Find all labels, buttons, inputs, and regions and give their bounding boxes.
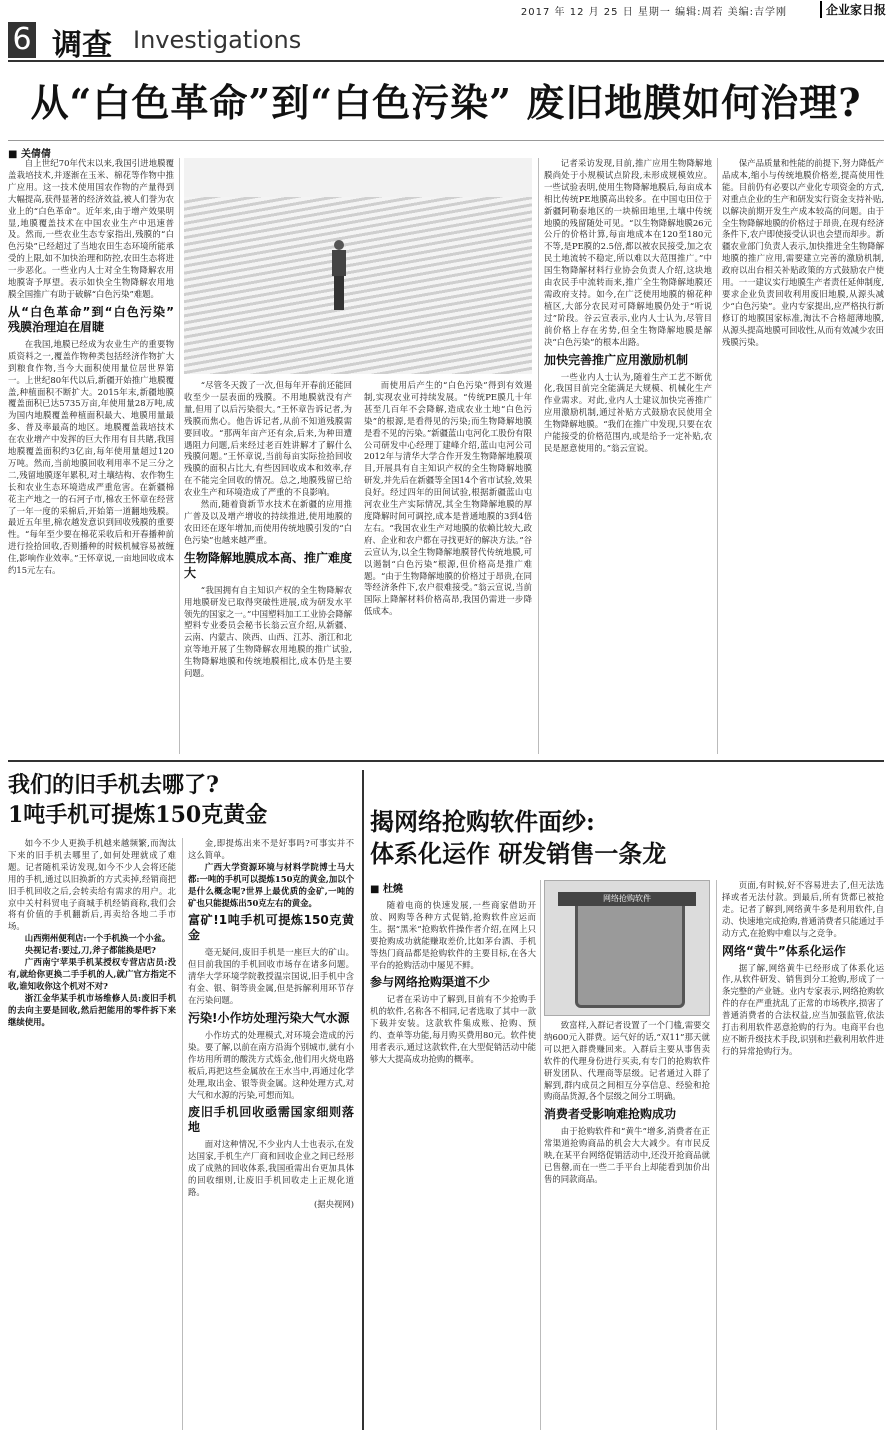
column-divider: [540, 880, 541, 1430]
phones-source-note: (据央视网): [313, 1198, 354, 1209]
lead-headline: 从“白色革命”到“白色污染” 废旧地膜如何治理?: [30, 80, 862, 125]
lead-col2-p2: 然而,随着資新节水技术在新疆的应用推广普及以及增产增收的持续推进,使用地膜的农田还在逐年增加,而使用传统地膜引发的“白色污染”也越来越严重。: [184, 499, 352, 545]
lead-col1-rest: 在我国,地膜已经成为农业生产的重要物质资料之一,覆盖作物种类包括经济作物扩大到粮食作物,当今大面积使用量位居世界第一。上世纪80年代以后,新疆开始推广地膜覆盖,种植面积不断扩大。2015年末,新疆地膜覆盖面积已达5735万亩,年使用量28万吨,成为国内地膜覆盖种植面积最大、地膜用量最多、普及率最高的地区。地膜覆盖栽培技术在农业增产中发挥的巨大作用有目共睹,我国地膜覆盖面积约3亿亩,每年使用量超过120万吨。然而,当前地膜回收利用率不足三分之二,残留地膜逐年累积,对土壤结构、农作物生长和农业生态环境造成严重危害。在新疆棉花主产地之一的石河子市,棉农王怀章在经营了一年一度的采棉后,开始第一道翻地残膜。最近五年里,棉农越发意识到回收残膜的重要性。“每年至少要在棉花采收后和开春播种前进行捡拾回收,否则播种的时候机械容易被缠住,影响作业效率。”王怀章说,一亩地回收成本约15元左右。: [8, 338, 174, 576]
phones-quote-2: 央视记者:要过,刀,斧子都能换是吧?: [24, 945, 156, 956]
lead-column-4: [544, 158, 712, 754]
lead-column-5: [722, 158, 884, 754]
phones-subhead-3: 废旧手机回收亟需国家细则落地: [188, 1105, 354, 1135]
grab-col1-text: 随着电商的快速发展,一些商家借助开放、网购等各种方式促销,抢购软件应运而生。据“黑米”抢购软件操作者介绍,在网上只要抢购成功就能赚取差价,比如茅台酒、手机等热门商品都是抢购软件的主要目标,在各大平台的抢购活动中屡见不鲜。: [370, 900, 536, 970]
story-separator: [8, 760, 884, 762]
grab-subhead-2: 消费者受影响难抢购成功: [544, 1107, 677, 1122]
photo-sky: [184, 158, 532, 197]
photo-farmer: [330, 240, 348, 310]
section-title-cn: 调查: [52, 28, 112, 63]
grab-col2-rest: 由于抢购软件和“黄牛”增多,消费者在正常渠道抢购商品的机会大大减少。有市民反映,在某平台网络促销活动中,还没开抢商品就已售罄,而在一些二手平台上却能看到加价出售的同款商品。: [544, 1126, 710, 1184]
farmland-photo: [184, 158, 532, 374]
story-divider: [362, 770, 364, 1430]
phones-subhead-1: 富矿!1吨手机可提炼150克黄金: [188, 913, 354, 943]
headline-rule: [8, 140, 884, 141]
phones-col2-rest3: 面对这种情况,不少业内人士也表示,在发达国家,手机生产厂商和回收企业之间已经形成了成熟的回收体系,我国亟需出台更加具体的回收细则,让废旧手机回收走上正规化道路。: [188, 1139, 354, 1198]
lead-byline: ■ 关倩倩: [8, 145, 51, 160]
column-divider: [716, 880, 717, 1430]
grab-subhead-1: 参与网络抢购渠道不少: [370, 975, 491, 990]
lead-subhead-1: 从“白色革命”到“白色污染” 残膜治理迫在眉睫: [8, 304, 174, 334]
column-divider: [717, 158, 718, 754]
lead-subhead-3: 加快完善推广应用激励机制: [544, 352, 689, 367]
grab-col2-text: 致富样,入群记者设置了一个门槛,需要交纳600元入群费。运气好的话,“双11”那天就可以把入群费赚回来。入群后主要从事售卖软件的代理身份进行买卖,有专门的抢购软件研发团队、代理商等层级。记者通过入群了解到,群内成员之间相互分享信息、经验和抢购商品货源,各个层级之间分工明确。: [544, 1020, 710, 1102]
date-editor-line: 2017 年 12 月 25 日 星期一 编辑:周若 美编:吉学刚: [520, 7, 787, 18]
phones-quote-3: 广西南宁苹果手机某授权专营店店员:没有,就给你更换二手手机的人,就广官方指定不收,谁知收你这个机对不对?: [8, 957, 176, 991]
column-divider: [182, 838, 183, 1430]
phones-column-2: [188, 838, 354, 1430]
phones-col2-text: 金,即提炼出来不是好事吗?可事实并不这么简单。: [188, 838, 354, 860]
section-title-en: Investigations: [133, 26, 302, 54]
phones-quote-4: 浙江金华某手机市场维修人员:废旧手机的去向主要是回收,然后把能用的零件拆下来继续使用。: [8, 992, 176, 1027]
grab-column-1: [370, 900, 536, 1430]
phones-subhead-2: 污染!小作坊处理污染大气水源: [188, 1010, 350, 1025]
section-header: [0, 18, 892, 64]
grab-col3-text: 页面,有时候,好不容易进去了,但无法选择或者无法付款。到最后,所有货都已被抢走。记者了解到,网络黄牛多是利用软件,自动、快速地完成抢购,普通消费者只能通过手动方式,在抢购中难以与之竞争。: [722, 880, 884, 938]
phones-quote-1: 山西朔州便利店:一个手机换一个小盆。: [24, 933, 171, 944]
grab-headline: [370, 806, 880, 870]
lead-col2-quote: “尽管冬天拨了一次,但每年开春前还能回收至少一层表面的残膜。不用地膜就没有产量,但用了以后污染很大。”王怀章告诉记者,为残膜而焦心。他告诉记者,从前不知道残膜需要回收。“那两年亩产还有余,后来,为种田遭遇阻力问题,后来经过老百姓讲解才了解什么残膜问题。”王怀章说,当前每亩实际捡拾回收残膜的面积占比大,有些因回收成本和效率,存在不能完全回收的情况。总之,地膜残留已给农业生产和环境造成了严重的不良影响。: [184, 380, 352, 498]
section-rule: [8, 60, 884, 62]
phones-col2-rest: 毫无疑问,废旧手机是一座巨大的矿山。但目前我国的手机回收市场存在诸多问题。清华大学环境学院教授温宗国说,旧手机中含有金、银、铜等贵金属,但是拆解利用环节存在污染问题。: [188, 947, 354, 1006]
phones-column-1: [8, 838, 176, 1430]
phone-screen: [575, 894, 686, 1007]
grab-column-3: [722, 880, 884, 1430]
phones-headline-line2: 1吨手机可提炼150克黄金: [8, 802, 268, 828]
grab-byline: ■ 杜燒: [370, 880, 403, 895]
column-divider: [179, 158, 180, 754]
phones-col1-text: 如今不少人更换手机越来越频繁,而淘汰下来的旧手机去哪里了,如何处理就成了难题。记者随机采访发现,如今不少人会将还能用的手机,通过以旧换新的方式卖掉,经销商把旧手机回收之后,会转卖给有需求的用户。北京中关村科贸电子商城手机经销商称,我们会将有价值的手机翻新后,再卖给各地二手市场。: [8, 838, 176, 932]
grab-col3-rest: 据了解,网络黄牛已经形成了体系化运作,从软件研发、销售到分工抢购,形成了一条完整的产业链。业内专家表示,网络抢购软件的存在严重扰乱了正常的市场秩序,损害了普通消费者的合法权益,应当加强监管,依法打击利用软件恶意抢购的行为。电商平台也应不断升级技术手段,识别和拦截利用软件进行的异常抢购行为。: [722, 962, 884, 1056]
paper-name: 企业家日报: [820, 1, 886, 18]
phones-col2-rest2: 小作坊式的处理模式,对环境会造成的污染。要了解,以前在南方沿海个别城市,就有小作坊用所谓的酸洗方式炼金,他们用火烧电路板后,再把这些金属放在王水当中,再通过化学处理,取出金、银等贵金属。这种处理方式,对大气和水源的污染,可想而知。: [188, 1029, 354, 1100]
grab-column-2: [544, 1020, 710, 1430]
phones-headline: [8, 770, 348, 830]
lead-subhead-2: 生物降解地膜成本高、推广难度大: [184, 550, 352, 580]
grab-headline-line1: 揭网络抢购软件面纱:: [370, 807, 595, 836]
lead-col3-text: 而使用后产生的“白色污染”得到有效遏制,实现农业可持续发展。“传统PE膜几十年甚至几百年不会降解,造成农业土地“白色污染”的根源,是看得见的污染;而生物降解地膜是看不见的污染。”新疆蓝山屯河化工股份有限公司研发中心经理丁建峰介绍,蓝山屯河公司2012年与清华大学合作开发生物降解地膜项目,开展具有自主知识产权的全生物降解地膜研发,并先后在新疆等全国14个省市试验,效果良好。经过四年的田间试验,根据新疆蓝山屯河农业生产实际情况,其全生物降解地膜的厚度降解时间可调控,成本是普通地膜的3到4倍左右。“我国农业生产对地膜的依赖比较大,政府、企业和农户都在寻找更好的解决方法。”谷云宣认为,以全生物降解地膜替代传统地膜,可以遏制“白色污染”根源,但价格高是推广难题。“由于生物降解地膜的价格过于昂贵,在同等经济条件下,农户很难接受。”翁云宣说,当前国际上降解材料价格高昂,我国仍需进一步降低成本。: [364, 380, 532, 617]
phones-quote-5: 广西大学资源环境与材料学院博士马大都:一吨的手机可以提炼150克的黄金,加以个是什么概念呢?世界上最优质的金矿,一吨的矿也只能提炼出50克左右的黄金。: [188, 861, 354, 908]
lead-col5-text: 保产品质量和性能的前提下,努力降低产品成本,缩小与传统地膜价格差,提高使用性能。目前仍有必要以产业化专项资金的方式,对重点企业的生产和研发实行资金支持补贴,以解决前期开发生产成本较高的问题。由于全生物降解地膜的价格过于昂贵,在现有经济条件下,农户即使接受认识也会望而却步。新疆农业部门负责人表示,加快推进全生物降解地膜的推广应用,需要建立完善的激励机制,政府以出台相关补贴政策的方式鼓励农户使用。一一建议实行地膜生产者责任延伸制度,要求企业负责回收利用废旧地膜,从源头减少“白色污染”。业内专家提出,应严格执行新修订的地膜国家标准,淘汰不合格超薄地膜,从源头提高地膜可回收性,从而有效减少农田残膜污染。: [722, 158, 884, 347]
lead-column-2: [184, 380, 352, 754]
phone-illustration-label: 网络抢购软件: [558, 892, 696, 906]
lead-column-1: [8, 158, 174, 754]
lead-col4-text: 记者采访发现,目前,推广应用生物降解地膜尚处于小规模试点阶段,未形成规模效应。一些试验表明,使用生物降解地膜后,每亩成本相比传统PE地膜高出较多。在中国屯田位于新疆阿勒泰地区的一块棉田地里,土壤中传统地膜的残留随处可见。“以生物降解地膜26元公斤的价格计算,每亩地成本在120至180元不等,是PE膜的2.5倍,都以被农民接受,加之农民土地流转不稳定,所以难以大范围推广。”中国生物降解材料行业协会负责人介绍,这块地由农民手中流转而来,推广全生物降解地膜还需政府支持。如今,在广泛使用地膜的棉花种植区,大部分农民对可降解地膜仍处于“听说过”阶段。谷云宣表示,业内人士认为,尽管目前价格上存在劣势,但全生物降解地膜是解决“白色污染”的根本出路。: [544, 158, 712, 347]
lead-intro: 自上世纪70年代末以来,我国引进地膜覆盖栽培技术,并逐渐在玉米、棉花等作物中推广应用。这一技术使用国农作物的产量得到大幅提高,获得显著的经济效益,被人们誉为农业上的“白色革命”。近年来,由于增产效果明显,地膜覆盖技术在中国农业生产中迅速普及。然而,一些农业生态专家指出,残膜的“白色污染”已经超过了当地农田生态环境所能承受的上限,如不加快治理和防控,农田生态将进一步恶化。一些业内人士对全生物降解农用地膜寄予厚望。表示如快全生物降解农用地膜全国推广有助于破解“白色污染”难题。: [8, 158, 174, 299]
page-number: 6: [8, 22, 36, 58]
grab-headline-line2: 体系化运作 研发销售一条龙: [370, 839, 667, 868]
lead-column-3: [364, 380, 532, 754]
grab-col1-rest: 记者在采访中了解到,目前有不少抢购手机的软件,名称各不相同,记者选取了其中一款下载并安装。这款软件集成账、抢购、预约、查单等功能,每月购买费用80元。软件使用者表示,通过这款软件,在大型促销活动中能够大大提高成功抢购的概率。: [370, 994, 536, 1064]
lead-col2-p3: “我国拥有自主知识产权的全生物降解农用地膜研发已取得突破性进展,成为研发水平领先的国家之一。”中国塑料加工工业协会降解塑料专业委员会秘书长翁云宣介绍,从新疆、云南、内蒙古、陕西、山西、江苏、浙江和北京等地开展了生物降解农用地膜的推广试验,生物降解地膜和传统地膜相比,成本仍是主要问题。: [184, 584, 352, 679]
grab-subhead-3: 网络“黄牛”体系化运作: [722, 943, 846, 958]
column-divider: [538, 158, 539, 754]
masthead: [0, 0, 892, 18]
lead-col4-rest: 一些业内人士认为,随着生产工艺不断优化,我国目前完全能满足大规模、机械化生产作业需求。对此,业内人士建议加快完善推广应用激励机制,通过补贴方式鼓励农民使用全生物降解地膜。“我们在推广中发现,只要在农户能接受的价格范围内,或是给予一定补贴,农民是愿意使用的。”翁云宣说。: [544, 371, 712, 453]
phones-headline-line1: 我们的旧手机去哪了?: [8, 772, 219, 798]
phone-illustration: [544, 880, 710, 1016]
